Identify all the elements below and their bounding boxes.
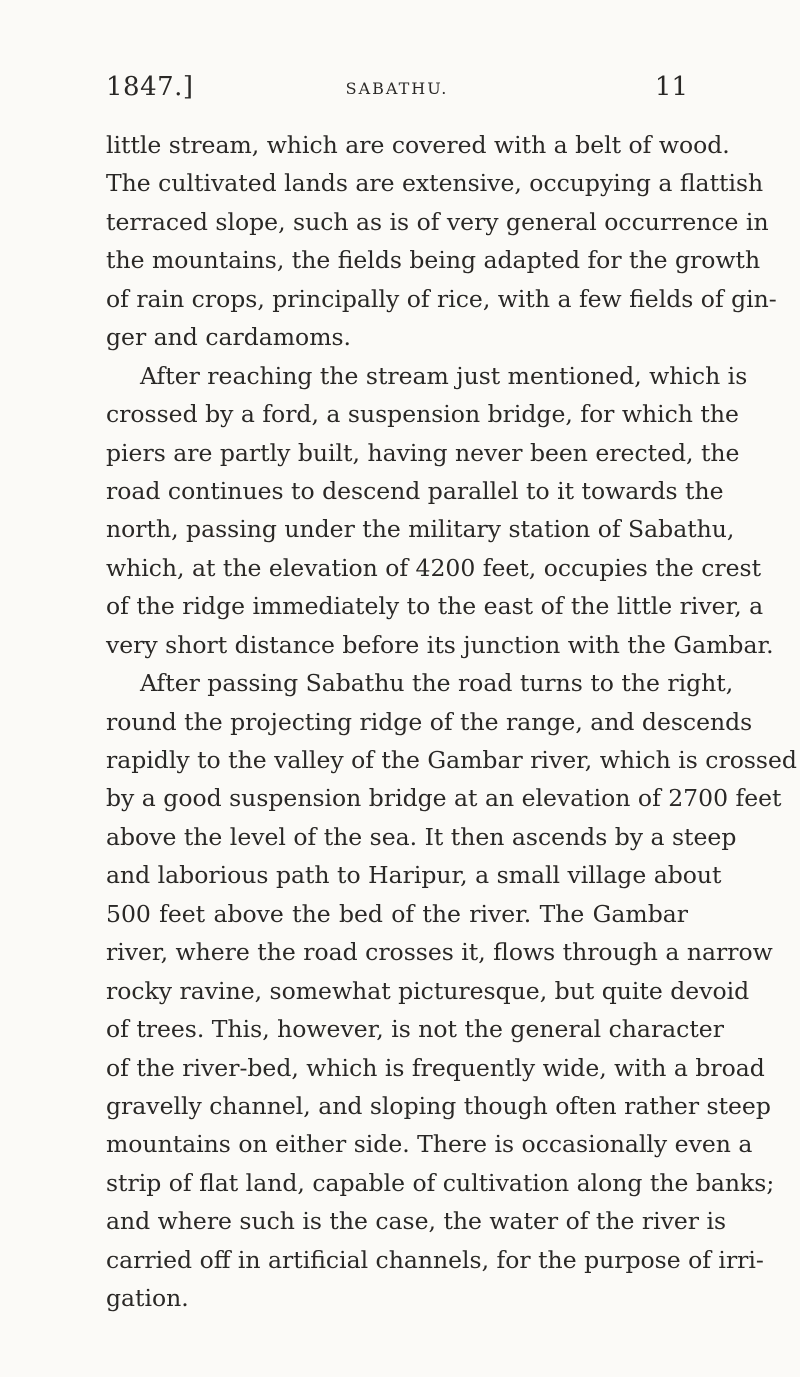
text-line: north, passing under the military station of Sabathu, (106, 515, 735, 544)
text-line: road continues to descend parallel to it towards the (106, 476, 724, 505)
text-line: of the ridge immediately to the east of the little river, a (106, 592, 764, 621)
text-line: carried off in artificial channels, for the purpose of irri- (106, 1245, 764, 1274)
text-line: which, at the elevation of 4200 feet, occupies the crest (106, 553, 762, 582)
text-line: river, where the road crosses it, flows through a narrow (106, 938, 773, 967)
text-line: 500 feet above the bed of the river. The Gambar (106, 899, 688, 928)
text-line: gation. (106, 1284, 189, 1313)
text-line: After passing Sabathu the road turns to the right, (140, 669, 734, 698)
text-line: very short distance before its junction with the Gambar. (106, 630, 774, 659)
text-line: gravelly channel, and sloping though often rather steep (106, 1091, 771, 1120)
text-line: little stream, which are covered with a belt of wood. (106, 131, 730, 159)
text-line: rapidly to the valley of the Gambar river, which is crossed (106, 746, 797, 774)
text-line: above the level of the sea. It then ascends by a steep (106, 822, 737, 851)
body-text (106, 126, 797, 1318)
text-line: ger and cardamoms. (106, 323, 352, 352)
text-line: of trees. This, however, is not the general character (106, 1015, 724, 1044)
text-line: of rain crops, principally of rice, with a few fields of gin- (106, 284, 777, 313)
text-line: and where such is the case, the water of the river is (106, 1207, 727, 1236)
text-line: and laborious path to Haripur, a small village about (106, 861, 722, 890)
text-line: by a good suspension bridge at an elevation of 2700 feet (106, 784, 782, 813)
header-year: 1847.] (106, 72, 194, 102)
text-line: round the projecting ridge of the range, and descends (106, 707, 753, 736)
page-number: 11 (654, 72, 688, 102)
text-line: the mountains, the fields being adapted for the growth (106, 246, 761, 275)
text-line: rocky ravine, somewhat picturesque, but quite devoid (106, 976, 750, 1005)
text-line: After reaching the stream just mentioned, which is (140, 361, 748, 390)
header-title: SABATHU. (345, 79, 449, 98)
text-line: crossed by a ford, a suspension bridge, for which the (106, 400, 739, 429)
text-line: terraced slope, such as is of very general occurrence in (106, 207, 769, 236)
text-line: piers are partly built, having never been erected, the (106, 438, 740, 467)
text-line: of the river-bed, which is frequently wide, with a broad (106, 1053, 765, 1082)
running-head (106, 72, 688, 112)
text-line: The cultivated lands are extensive, occupying a flattish (106, 169, 764, 198)
text-line: mountains on either side. There is occasionally even a (106, 1130, 753, 1159)
text-line: strip of flat land, capable of cultivation along the banks; (106, 1168, 775, 1197)
